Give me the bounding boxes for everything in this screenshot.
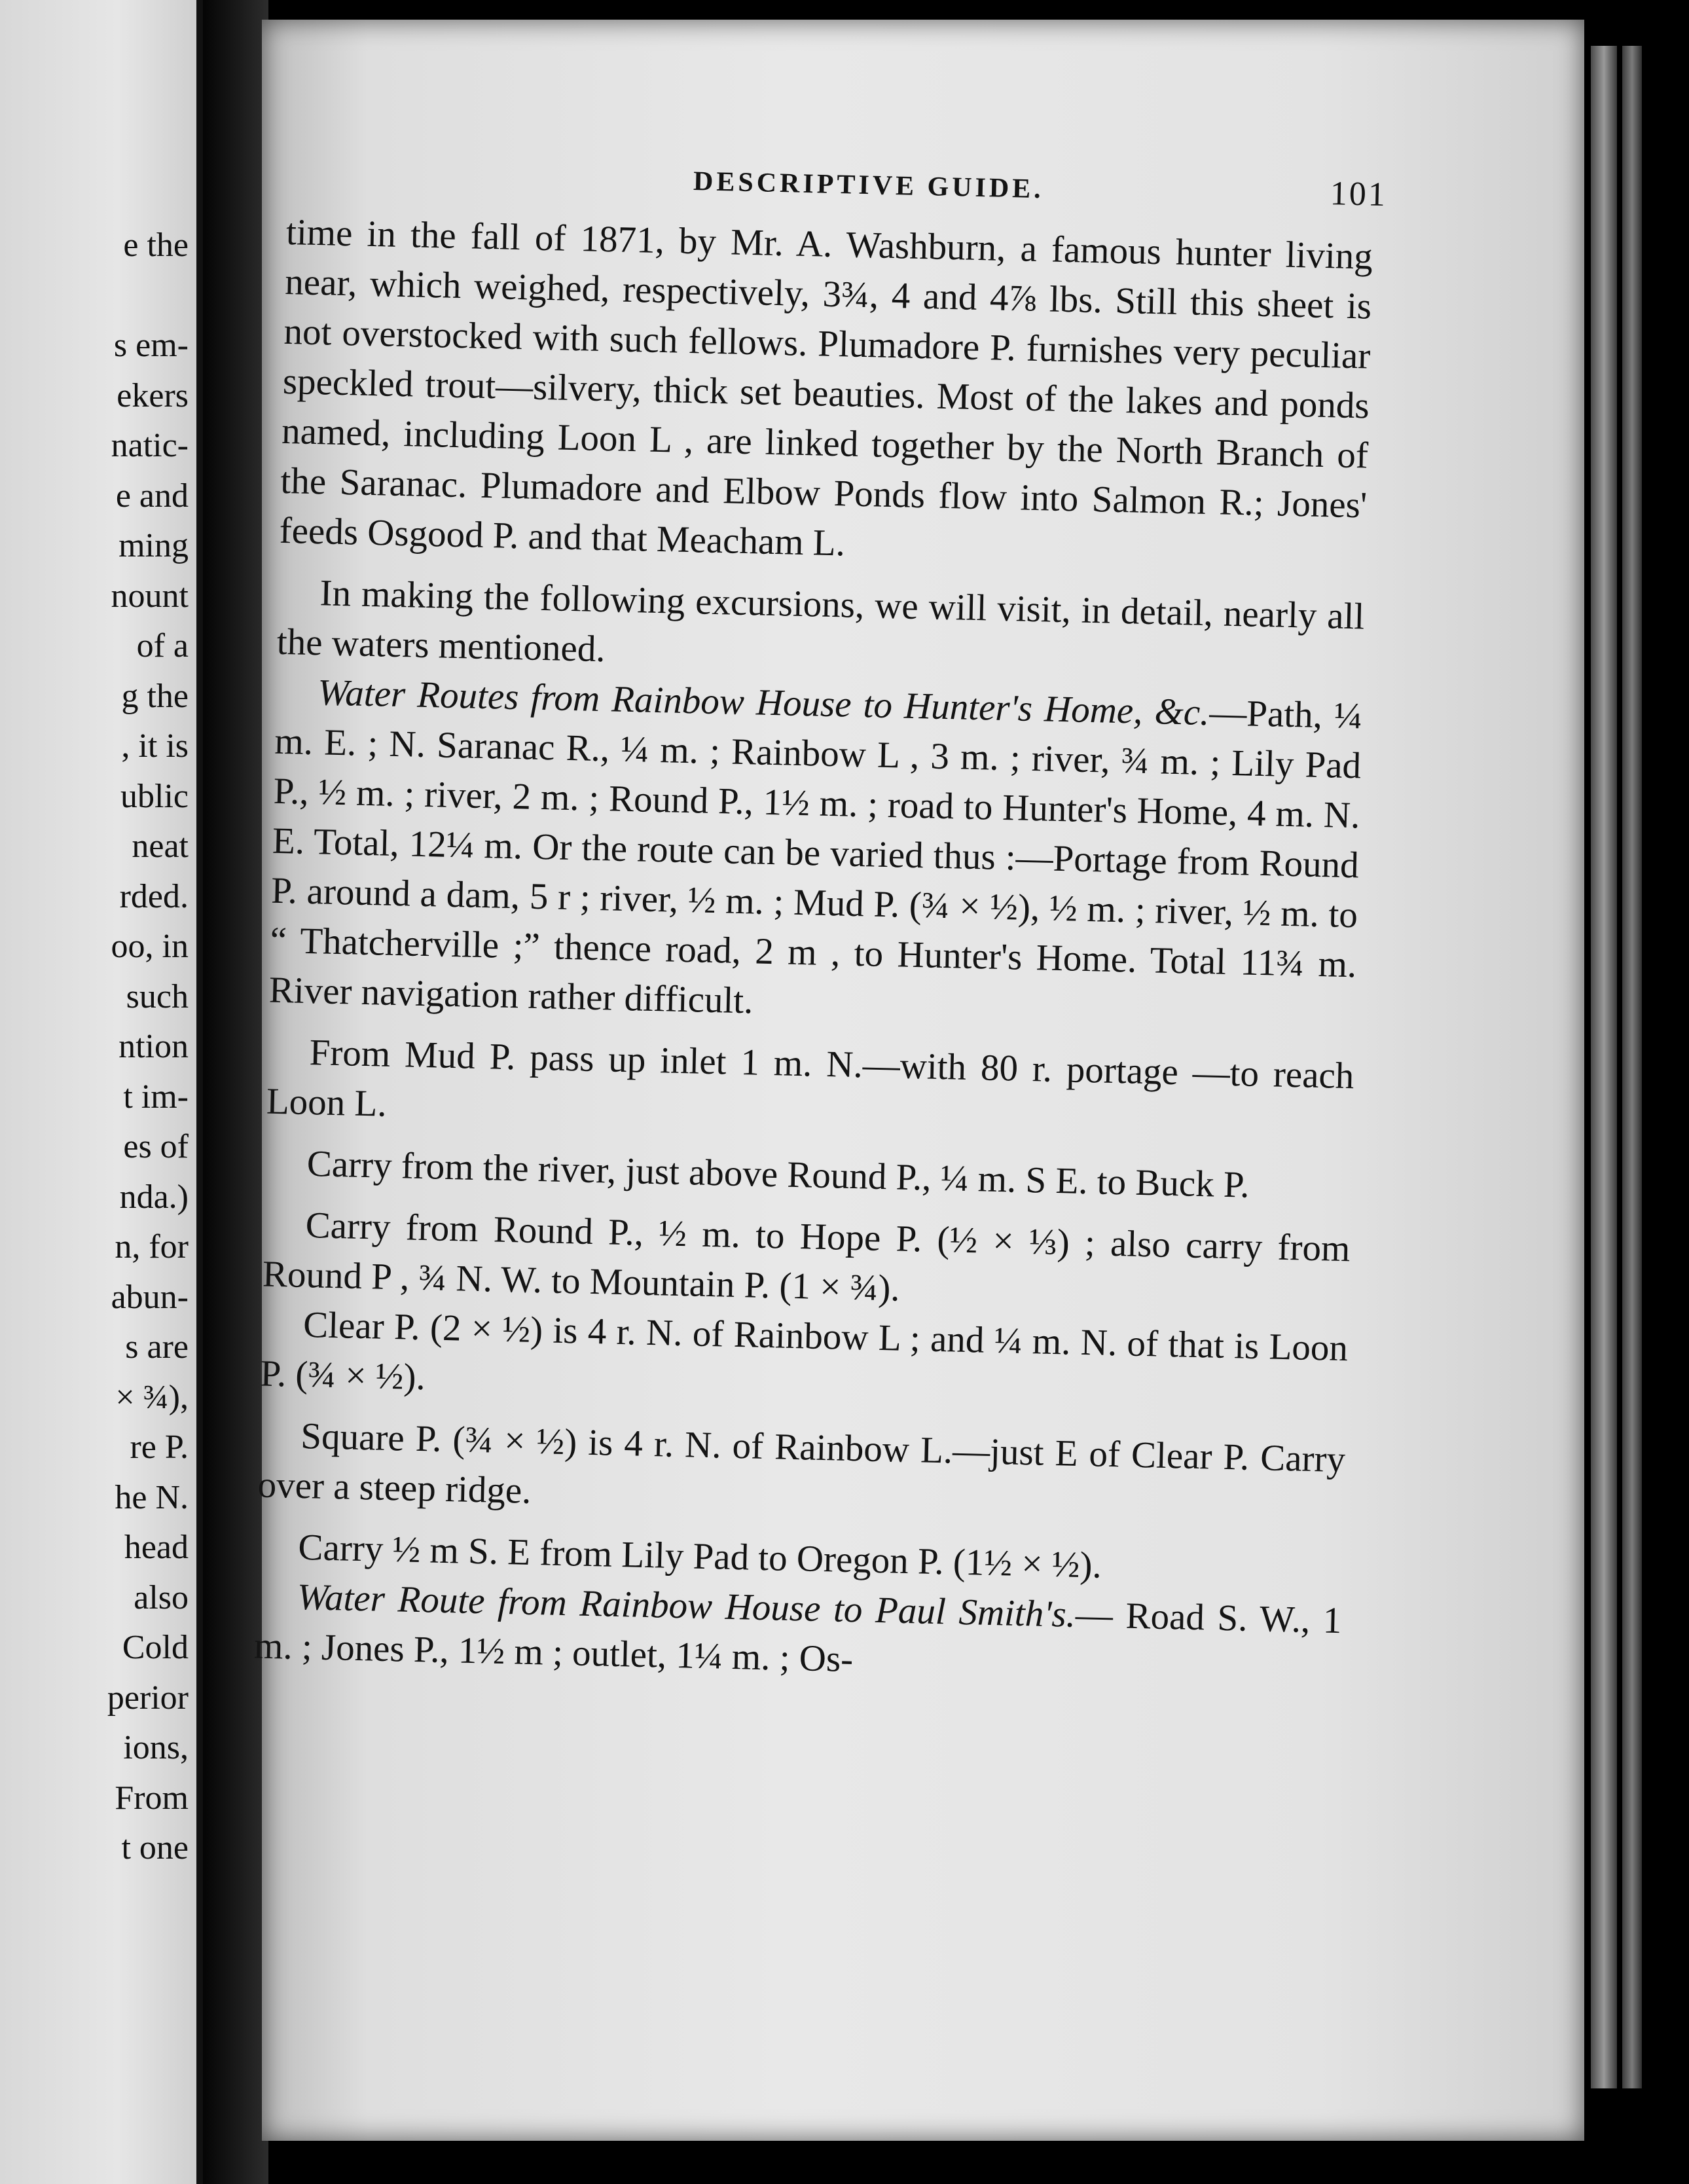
paragraph: [266, 1027, 1354, 1152]
facing-page-line: ntion: [118, 1028, 189, 1065]
paragraph-text: Carry from the river, just above Round P., ¼ m. S E. to Buck P.: [306, 1143, 1250, 1206]
paragraph-text: — Road S. W., 1 m. ; Jones P., 1½ m ; outlet, 1¼ m. ; Os-: [253, 1593, 1343, 1681]
facing-page-line: ublic: [120, 777, 189, 815]
facing-page-line: s are: [125, 1328, 189, 1366]
paragraph: [264, 1138, 1352, 1213]
facing-page-line: perior: [107, 1679, 189, 1717]
facing-page-line: of a: [136, 627, 189, 664]
facing-page-line: he N.: [115, 1478, 189, 1516]
running-title: DESCRIPTIVE GUIDE.: [693, 166, 1045, 205]
paragraph-text: From Mud P. pass up inlet 1 m. N.—with 80 r. portage —to reach Loon L.: [266, 1032, 1355, 1125]
facing-page-line: ions,: [123, 1729, 189, 1766]
facing-page-line: t im-: [123, 1078, 189, 1116]
facing-page-line: natic-: [111, 427, 189, 464]
facing-page-line: neat: [132, 828, 189, 865]
page-edge: [1622, 46, 1642, 2088]
facing-page-line: From: [115, 1779, 189, 1817]
facing-page-line: rded.: [119, 877, 189, 915]
facing-page-line: e the: [123, 227, 189, 264]
facing-page-line: es of: [123, 1128, 189, 1165]
paragraph-text: In making the following excursions, we will visit, in detail, nearly all the waters mentioned.: [276, 572, 1365, 670]
paragraph: [257, 1411, 1346, 1535]
facing-page-line: abun-: [111, 1278, 189, 1316]
facing-page-line: g the: [121, 677, 189, 715]
facing-page-line: t one: [121, 1829, 189, 1866]
paragraph-text: Carry from Round P., ½ m. to Hope P. (½ × ⅓) ; also carry from Round P , ¾ N. W. to Mountain P. (1 × ¾).: [262, 1205, 1351, 1309]
paragraph-text: Carry ½ m S. E from Lily Pad to Oregon P. (1½ × ½).: [297, 1526, 1102, 1586]
facing-page-line: head: [124, 1529, 189, 1566]
facing-page: [0, 0, 203, 2184]
facing-page-line: re P.: [130, 1429, 189, 1466]
paragraph-text: Clear P. (2 × ½) is 4 r. N. of Rainbow L ; and ¼ m. N. of that is Loon P. (¾ × ½).: [259, 1303, 1349, 1398]
facing-page-line: s em-: [113, 327, 189, 364]
paragraph-text: time in the fall of 1871, by Mr. A. Washburn, a famous hunter living near, which weighed, respectively, 3¾, 4 and 4⅞ lbs. Still this sheet is not overstocked with such fellows. Plumadore P. furnishes very peculiar speckled trout—silvery, thick set beauties. Most of the lakes and ponds named, including Loon L , are linked together by the North Branch of the Saranac. Plumadore and Elbow Ponds flow into Salmon R.; Jones' feeds Osgood P. and that Meacham L.: [279, 211, 1373, 564]
page-edge: [1591, 46, 1617, 2088]
facing-page-line: ekers: [117, 376, 189, 414]
book-gutter: [203, 0, 268, 2184]
paragraph: [279, 208, 1373, 581]
facing-page-line: n, for: [115, 1228, 189, 1265]
facing-page-line: oo, in: [111, 928, 189, 965]
facing-page-line: Cold: [122, 1629, 189, 1666]
facing-page-line: e and: [115, 477, 189, 515]
facing-page-line: nda.): [119, 1178, 189, 1216]
paragraph-text: Square P. (¾ × ½) is 4 r. N. of Rainbow L.—just E of Clear P. Carry over a steep ridge.: [257, 1415, 1346, 1512]
facing-page-line: nount: [111, 577, 189, 615]
facing-page-line: × ¾),: [115, 1378, 189, 1416]
facing-page-line: ming: [118, 527, 189, 564]
paragraph: [268, 667, 1363, 1040]
paragraph-italic-lead: Water Route from Rainbow House to Paul Smith's.: [297, 1576, 1076, 1635]
facing-page-line: also: [134, 1578, 189, 1616]
facing-page-line: , it is: [121, 727, 189, 765]
page-number: 101: [1330, 175, 1388, 214]
paragraph-text: —Path, ¼ m. E. ; N. Saranac R., ¼ m. ; Rainbow L , 3 m. ; river, ¾ m. ; Lily Pad P., ½ m. ; river, 2 m. ; Round P., 1½ m. ; road to Hunter's Home, 4 m. N. E. Total, 12¼ m. Or the route can be varied thus :—Portage from Round P. around a dam, 5 r ; river, ½ m. ; Mud P. (¾ × ½), ½ m. ; river, ½ m. to “ Thatcherville ;” thence road, 2 m , to Hunter's Home. Total 11¾ m. River navigation rather difficult.: [268, 692, 1363, 1022]
page-text-block: [253, 151, 1388, 1696]
facing-page-line: such: [126, 977, 189, 1015]
paragraph-italic-lead: Water Routes from Rainbow House to Hunter's Home, &c.: [317, 672, 1210, 734]
